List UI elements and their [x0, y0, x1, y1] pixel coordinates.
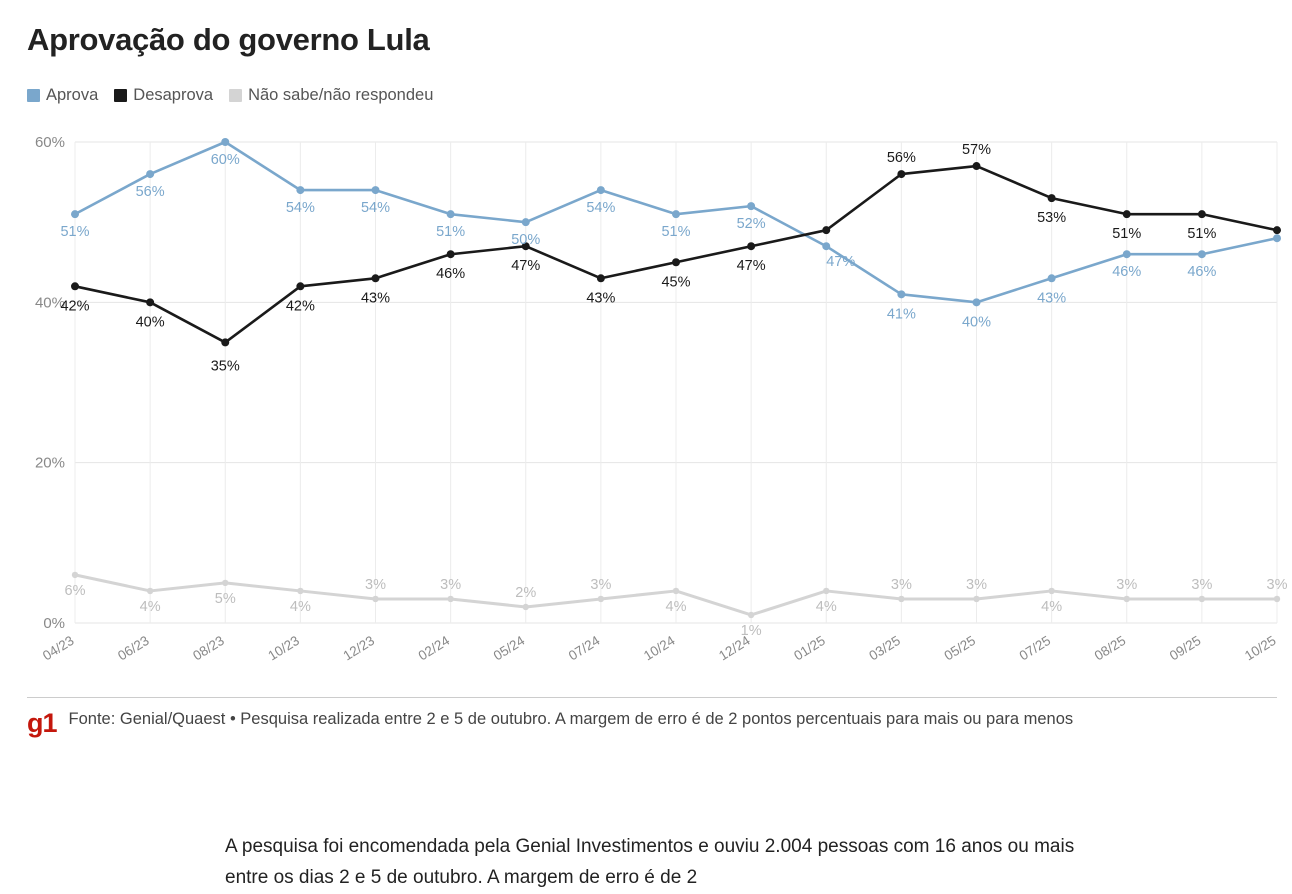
data-point-label: 51%	[1187, 226, 1217, 243]
x-axis-tick-label: 12/24	[716, 632, 753, 664]
data-point[interactable]	[372, 274, 380, 282]
data-point[interactable]	[973, 596, 979, 602]
data-point[interactable]	[747, 242, 755, 250]
data-point-label: 52%	[736, 216, 766, 233]
legend-label: Aprova	[46, 86, 99, 104]
data-point[interactable]	[898, 596, 904, 602]
data-point[interactable]	[1048, 194, 1056, 202]
x-axis-tick-label: 10/24	[640, 632, 678, 664]
data-point[interactable]	[897, 170, 905, 178]
data-point[interactable]	[1048, 274, 1056, 282]
x-axis-tick-label: 07/25	[1016, 632, 1054, 664]
x-axis-tick-label: 02/24	[415, 632, 453, 664]
data-point[interactable]	[296, 282, 304, 290]
data-point[interactable]	[897, 290, 905, 298]
data-point[interactable]	[1198, 210, 1206, 218]
x-axis-tick-label: 12/23	[340, 632, 378, 664]
data-point-label: 47%	[736, 258, 766, 275]
data-point[interactable]	[823, 588, 829, 594]
data-point-label: 56%	[135, 184, 165, 201]
legend-swatch-icon	[27, 89, 40, 102]
divider	[27, 697, 1277, 698]
data-point[interactable]	[822, 242, 830, 250]
data-point[interactable]	[146, 170, 154, 178]
data-point[interactable]	[747, 202, 755, 210]
x-axis-tick-label: 08/23	[190, 632, 227, 664]
data-point-label: 1%	[740, 622, 762, 639]
data-point-label: 60%	[210, 152, 240, 168]
chart-plot-area	[0, 128, 1292, 664]
data-point-label: 4%	[139, 598, 161, 615]
line-chart-svg	[0, 128, 1292, 664]
x-axis-tick-label: 06/23	[115, 632, 152, 664]
data-point[interactable]	[748, 612, 754, 618]
x-axis-tick-label: 09/25	[1166, 632, 1204, 664]
data-point-label: 42%	[60, 298, 90, 315]
data-point-label: 42%	[285, 298, 315, 315]
chart-legend	[27, 86, 433, 105]
data-point-label: 35%	[210, 358, 240, 375]
data-point-label: 54%	[285, 200, 315, 217]
data-point-label: 51%	[1112, 226, 1142, 243]
data-point-label: 6%	[64, 582, 86, 599]
data-point[interactable]	[222, 580, 228, 586]
data-point-label: 43%	[586, 290, 616, 307]
data-point[interactable]	[673, 588, 679, 594]
data-point-label: 3%	[440, 576, 462, 593]
legend-label: Não sabe/não respondeu	[248, 86, 434, 104]
data-point[interactable]	[973, 298, 981, 306]
data-point-label: 40%	[135, 314, 165, 331]
legend-item-nao-sabe[interactable]	[229, 86, 433, 105]
data-point[interactable]	[598, 596, 604, 602]
data-point[interactable]	[72, 572, 78, 578]
data-point[interactable]	[1123, 210, 1131, 218]
data-point[interactable]	[1273, 226, 1281, 234]
data-point-label: 3%	[365, 576, 386, 593]
data-point-label: 4%	[289, 598, 311, 615]
data-point-label: 43%	[1037, 290, 1067, 307]
data-point[interactable]	[1273, 234, 1281, 242]
data-point[interactable]	[146, 298, 154, 306]
data-point[interactable]	[71, 210, 79, 218]
data-point-label: 45%	[661, 274, 691, 291]
data-point[interactable]	[1123, 250, 1131, 258]
legend-swatch-icon	[229, 89, 242, 102]
data-point[interactable]	[1048, 588, 1054, 594]
data-point[interactable]	[372, 596, 378, 602]
data-point-label: 50%	[511, 232, 541, 249]
data-point[interactable]	[1274, 596, 1280, 602]
data-point-label: 56%	[886, 150, 916, 167]
data-point-label: 3%	[1266, 576, 1288, 593]
data-point-label: 3%	[590, 576, 612, 593]
data-point-label: 57%	[961, 142, 992, 159]
page-title: Aprovação do governo Lula	[27, 22, 430, 57]
data-point-label: 3%	[966, 576, 987, 593]
data-point-label: 3%	[890, 576, 912, 593]
data-point-label: 54%	[360, 200, 391, 217]
x-axis-tick-label: 05/25	[941, 632, 979, 664]
x-axis-tick-label: 10/23	[265, 632, 302, 664]
x-axis-tick-label: 01/25	[791, 632, 828, 664]
x-axis-tick-label: 03/25	[866, 632, 903, 664]
data-point[interactable]	[597, 274, 605, 282]
source-text: Fonte: Genial/Quaest • Pesquisa realizada entre 2 e 5 de outubro. A margem de erro é de 2 pontos percentuais para mais ou para menos	[68, 710, 1074, 728]
data-point[interactable]	[597, 186, 605, 194]
x-axis-tick-label: 05/24	[490, 632, 528, 664]
data-point[interactable]	[296, 186, 304, 194]
data-point-label: 41%	[886, 306, 916, 323]
data-point-label: 46%	[436, 266, 466, 283]
legend-swatch-icon	[114, 89, 127, 102]
x-axis-tick-label: 04/23	[39, 632, 77, 664]
source-row	[27, 708, 1279, 737]
y-axis-tick-label: 40%	[34, 294, 65, 312]
data-point-label: 3%	[1116, 576, 1138, 593]
data-point-label: 51%	[661, 224, 691, 241]
data-point[interactable]	[147, 588, 153, 594]
legend-item-desaprova[interactable]	[114, 86, 213, 105]
data-point[interactable]	[71, 282, 79, 290]
data-point[interactable]	[297, 588, 303, 594]
data-point[interactable]	[672, 258, 680, 266]
data-point[interactable]	[447, 210, 455, 218]
data-point[interactable]	[447, 250, 455, 258]
data-point[interactable]	[221, 338, 229, 346]
data-point-label: 3%	[1191, 576, 1213, 593]
data-point[interactable]	[1199, 596, 1205, 602]
data-point[interactable]	[522, 218, 530, 226]
data-point[interactable]	[372, 186, 380, 194]
data-point-label: 4%	[1041, 598, 1063, 615]
data-point[interactable]	[973, 162, 981, 170]
data-point-label: 47%	[511, 258, 541, 275]
data-point-label: 46%	[1112, 264, 1142, 281]
data-point-label: 53%	[1037, 210, 1067, 227]
legend-label: Desaprova	[133, 86, 214, 104]
x-axis-tick-label: 07/24	[565, 632, 603, 664]
article-paragraph: A pesquisa foi encomendada pela Genial Investimentos e ouviu 2.004 pessoas com 16 anos ou mais entre os dias 2 e 5 de outubro. A margem de erro é de 2	[225, 836, 1075, 888]
data-point-label: 4%	[665, 598, 687, 615]
data-point-label: 46%	[1187, 264, 1217, 281]
g1-logo: g1	[27, 708, 57, 738]
data-point-label: 47%	[826, 254, 856, 271]
y-axis-tick-label: 60%	[34, 134, 65, 151]
data-point[interactable]	[822, 226, 830, 234]
data-point[interactable]	[1198, 250, 1206, 258]
data-point-label: 4%	[815, 598, 837, 615]
y-axis-tick-label: 20%	[34, 454, 65, 472]
data-point-label: 40%	[961, 314, 992, 331]
data-point-label: 2%	[515, 584, 537, 601]
legend-item-aprova[interactable]	[27, 86, 98, 105]
data-point[interactable]	[447, 596, 453, 602]
data-point-label: 43%	[360, 290, 391, 307]
x-axis-tick-label: 08/25	[1091, 632, 1129, 664]
x-axis-tick-label: 10/25	[1241, 632, 1279, 664]
data-point[interactable]	[221, 138, 229, 146]
data-point-label: 51%	[436, 224, 466, 241]
data-point-label: 54%	[586, 200, 616, 217]
data-point[interactable]	[1124, 596, 1130, 602]
y-axis-tick-label: 0%	[43, 615, 65, 632]
data-point[interactable]	[523, 604, 529, 610]
data-point-label: 5%	[214, 590, 236, 607]
data-point[interactable]	[672, 210, 680, 218]
data-point-label: 51%	[60, 224, 90, 241]
